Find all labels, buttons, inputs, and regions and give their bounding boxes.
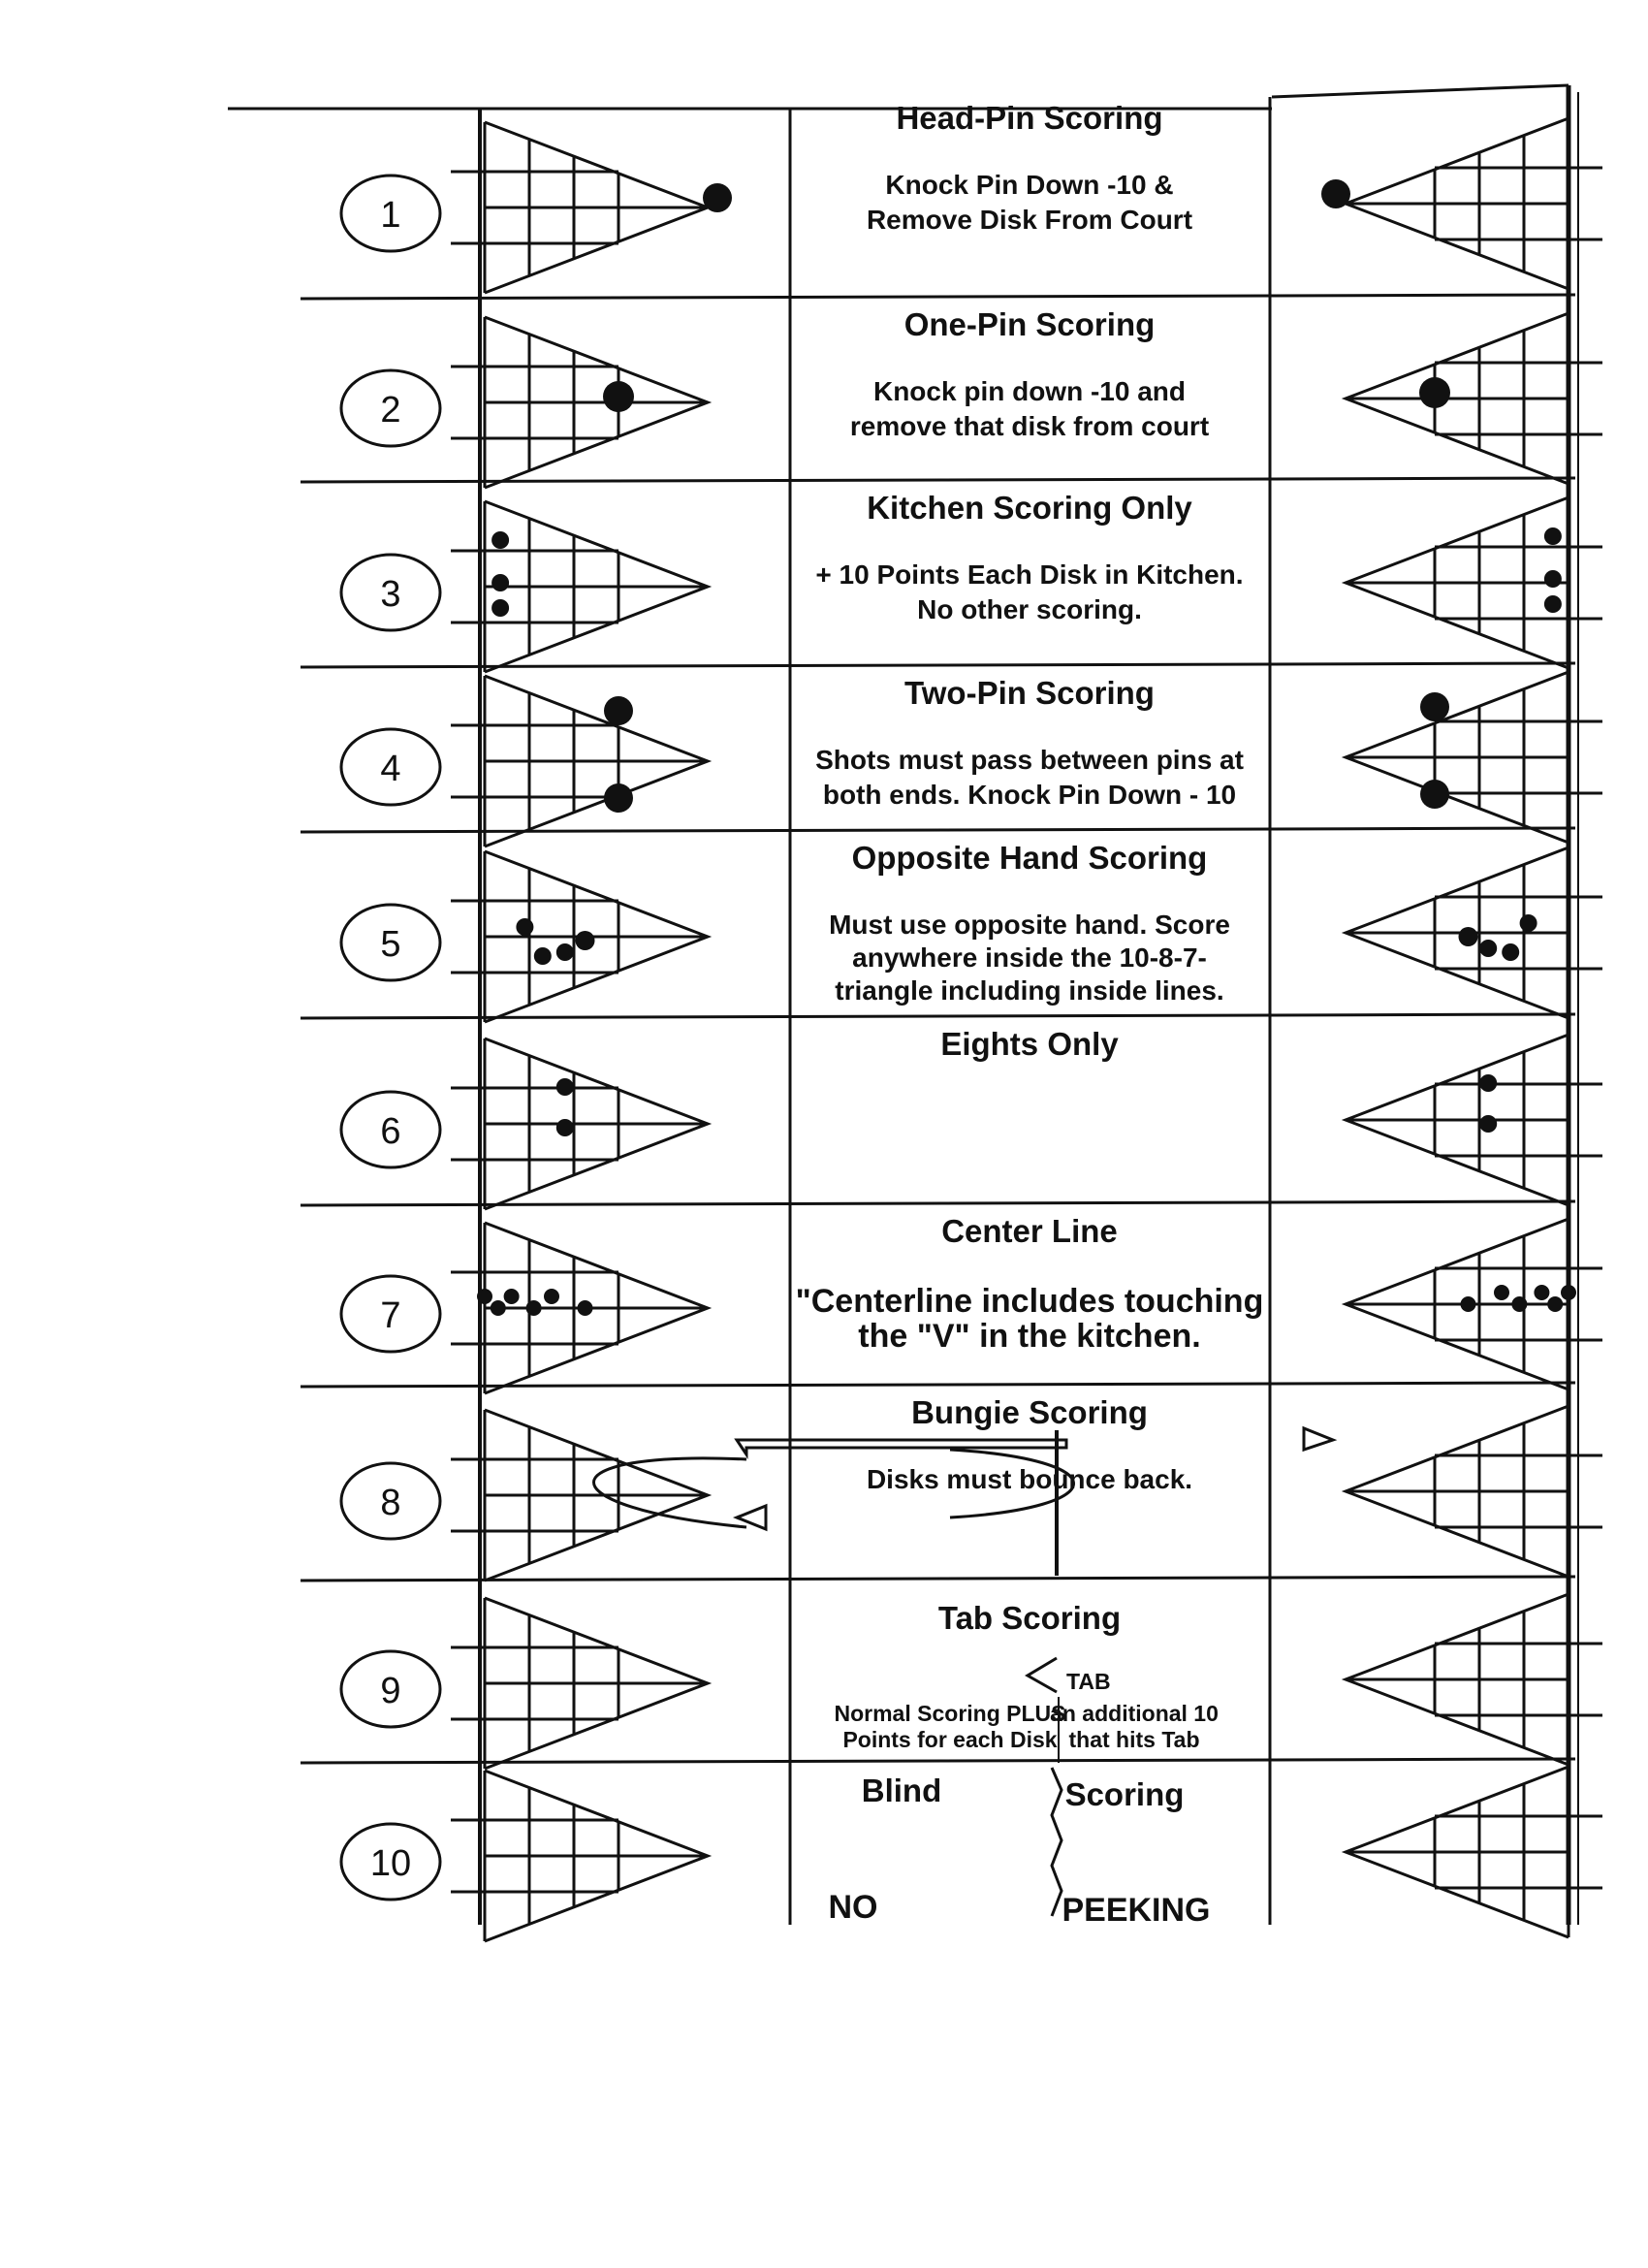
row-title: Kitchen Scoring Only <box>867 490 1192 526</box>
row-number: 5 <box>380 924 401 965</box>
row-8 <box>341 1394 1602 1581</box>
rule-text: both ends. Knock Pin Down - 10 <box>822 780 1237 810</box>
pin-dot-icon <box>526 1300 542 1316</box>
zigzag-divider-icon <box>1052 1768 1062 1916</box>
pin-dot-icon <box>1420 692 1449 721</box>
rule-text: Knock Pin Down -10 & <box>885 170 1174 200</box>
row-5 <box>341 840 1602 1022</box>
curved-arrow-icon <box>737 1440 1066 1454</box>
rule-text: "Centerline includes touching <box>795 1283 1264 1320</box>
tab-label: TAB <box>1066 1669 1111 1694</box>
pin-dot-icon <box>534 947 552 965</box>
row-title: Tab Scoring <box>937 1600 1122 1636</box>
rule-text: Points for each Disk <box>842 1727 1058 1752</box>
rule-text: Disks must bounce back. <box>866 1464 1193 1494</box>
pin-dot-icon <box>516 918 533 936</box>
pin-dot-icon <box>491 599 509 617</box>
row-number: 8 <box>380 1483 401 1523</box>
rule-text: NO <box>828 1889 878 1926</box>
pin-dot-icon <box>1459 927 1478 946</box>
row-number: 3 <box>380 574 401 615</box>
pin-dot-icon <box>1494 1285 1509 1300</box>
row-title: Scoring <box>1064 1776 1185 1812</box>
row-rule <box>301 1014 1575 1018</box>
rule-text: Knock pin down -10 and <box>872 376 1187 406</box>
row-title: Bungie Scoring <box>911 1394 1148 1430</box>
row-number: 6 <box>380 1111 401 1152</box>
row-rule <box>301 828 1575 832</box>
row-4 <box>341 672 1602 847</box>
rule-text: the "V" in the kitchen. <box>858 1318 1201 1355</box>
row-title: Head-Pin Scoring <box>896 100 1163 136</box>
row-title: Two-Pin Scoring <box>904 675 1155 711</box>
pin-dot-icon <box>491 1300 506 1316</box>
pin-dot-icon <box>1502 943 1519 961</box>
pin-dot-icon <box>544 1289 559 1304</box>
row-rule <box>301 1383 1575 1387</box>
pin-dot-icon <box>1479 1115 1497 1133</box>
row-rule <box>301 295 1575 299</box>
pin-dot-icon <box>556 1119 574 1136</box>
rule-text: No other scoring. <box>917 594 1142 624</box>
pin-dot-icon <box>703 183 732 212</box>
pin-dot-icon <box>578 1300 593 1316</box>
rule-text: that hits Tab <box>1068 1727 1200 1752</box>
pin-dot-icon <box>1544 527 1562 545</box>
row-6 <box>341 1026 1602 1209</box>
pin-dot-icon <box>1561 1285 1576 1300</box>
row-number: 2 <box>380 390 401 431</box>
row-number: 9 <box>380 1671 401 1711</box>
tab-marker-icon <box>1028 1658 1057 1692</box>
pin-dot-icon <box>1479 1074 1497 1092</box>
row-title: Blind <box>861 1773 942 1808</box>
pin-dot-icon <box>491 531 509 549</box>
pin-dot-icon <box>556 943 574 961</box>
row-7 <box>341 1213 1602 1393</box>
pin-dot-icon <box>1420 780 1449 809</box>
pin-dot-icon <box>477 1289 492 1304</box>
pin-dot-icon <box>504 1289 520 1304</box>
rule-text: Shots must pass between pins at <box>815 745 1244 775</box>
row-rule <box>301 663 1575 667</box>
rule-text: Must use opposite hand. Score <box>829 910 1230 940</box>
pin-dot-icon <box>1520 914 1537 932</box>
pin-dot-icon <box>1534 1285 1549 1300</box>
top-rule-right <box>1272 85 1569 97</box>
rule-text: remove that disk from court <box>849 411 1210 441</box>
row-title: Eights Only <box>940 1026 1119 1062</box>
pin-dot-icon <box>1511 1296 1527 1312</box>
rule-text: + 10 Points Each Disk in Kitchen. <box>815 559 1244 590</box>
pin-dot-icon <box>1419 377 1450 408</box>
row-2 <box>341 306 1602 488</box>
rows <box>341 100 1602 1941</box>
curved-arrow-icon <box>1304 1428 1333 1450</box>
curved-arrow-icon <box>594 1458 747 1527</box>
row-number: 10 <box>369 1843 412 1884</box>
row-title: Center Line <box>941 1213 1118 1249</box>
rule-text: PEEKING <box>1062 1892 1211 1929</box>
rule-text: an additional 10 <box>1050 1701 1219 1726</box>
row-title: Opposite Hand Scoring <box>851 840 1208 876</box>
row-10 <box>341 1767 1602 1941</box>
rule-text: Normal Scoring PLUS <box>834 1701 1066 1726</box>
row-rule <box>301 478 1575 482</box>
pin-dot-icon <box>1479 940 1497 957</box>
rule-text: Remove Disk From Court <box>866 205 1193 235</box>
row-number: 4 <box>380 749 401 789</box>
pin-dot-icon <box>604 696 633 725</box>
pin-dot-icon <box>1321 179 1350 208</box>
row-title: One-Pin Scoring <box>903 306 1156 342</box>
row-rule <box>301 1759 1575 1763</box>
pin-dot-icon <box>556 1078 574 1096</box>
pin-dot-icon <box>1544 570 1562 588</box>
pin-dot-icon <box>1461 1296 1476 1312</box>
row-3 <box>341 490 1602 672</box>
rule-text: anywhere inside the 10-8-7- <box>852 942 1207 973</box>
pin-dot-icon <box>603 381 634 412</box>
rule-text: triangle including inside lines. <box>835 975 1224 1006</box>
row-1 <box>341 100 1602 293</box>
pin-dot-icon <box>491 574 509 591</box>
row-rule <box>301 1201 1575 1205</box>
row-number: 1 <box>380 195 401 236</box>
pin-dot-icon <box>1544 595 1562 613</box>
pin-dot-icon <box>1547 1296 1563 1312</box>
row-9 <box>341 1594 1602 1769</box>
pin-dot-icon <box>604 783 633 813</box>
pin-dot-icon <box>576 931 595 950</box>
row-number: 7 <box>380 1295 401 1336</box>
